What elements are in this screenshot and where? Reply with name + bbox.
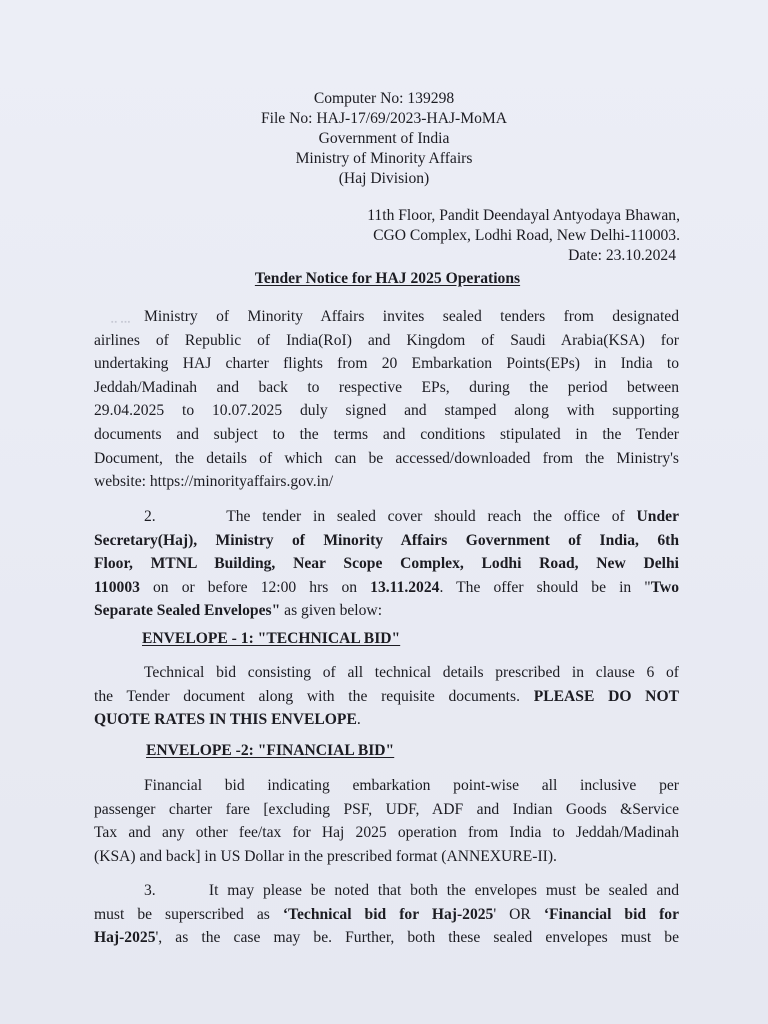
ministry-name: Ministry of Minority Affairs	[295, 150, 473, 167]
paragraph-2-bold: Separate Sealed Envelopes"	[94, 602, 281, 620]
paragraph-3-line-2	[94, 903, 679, 927]
paragraph-2-text: 2. The tender in sealed cover should reach the office of	[144, 508, 637, 525]
paragraph-2-bold: Secretary(Haj), Ministry of Minority Affairs Government of India, 6th	[94, 531, 679, 549]
paragraph-1-line: website: https://minorityaffairs.gov.in/	[94, 473, 334, 491]
envelope-1-line-3	[94, 708, 679, 732]
paragraph-1-line: airlines of Republic of India(RoI) and Kingdom of Saudi Arabia(KSA) for	[94, 331, 679, 349]
envelope-1-line-1: Technical bid consisting of all technical details prescribed in clause 6 of	[144, 664, 679, 681]
envelope-2-line: (KSA) and back] in US Dollar in the prescribed format (ANNEXURE-II).	[94, 847, 557, 865]
paragraph-3-text: ', as the case may be. Further, both these sealed envelopes must be	[155, 929, 679, 947]
paragraph-2-line-1	[144, 505, 679, 529]
notice-date: Date: 23.10.2024	[568, 247, 676, 264]
envelope-1-bold: QUOTE RATES IN THIS ENVELOPE	[94, 711, 357, 729]
paragraph-1-line: documents and subject to the terms and conditions stipulated in the Tender	[94, 426, 679, 443]
paragraph-2-line-4	[94, 576, 679, 600]
paragraph-3-text: must be superscribed as	[94, 905, 283, 923]
government-name: Government of India	[318, 130, 450, 147]
paragraph-2-bold: Under	[636, 508, 679, 525]
paragraph-3-line-3	[94, 926, 679, 950]
paragraph-1-line: Jeddah/Madinah and back to respective EPs, during the period between	[94, 378, 679, 396]
envelope-1-text: the Tender document along with the requisite documents.	[94, 687, 534, 705]
envelope-1-line-2	[94, 685, 679, 709]
paragraph-1-line: Ministry of Minority Affairs invites sealed tenders from designated	[144, 308, 679, 325]
paragraph-2-line-2	[94, 529, 679, 553]
envelope-2-line: Financial bid indicating embarkation point-wise all inclusive per	[144, 777, 679, 794]
paragraph-2-line-3	[94, 552, 679, 576]
notice-title: Tender Notice for HAJ 2025 Operations	[254, 270, 521, 287]
paragraph-3-bold: ‘Financial bid for	[543, 905, 679, 923]
paragraph-2-text: . The offer should be in "	[439, 578, 651, 596]
paragraph-3-text: ' OR	[493, 905, 544, 923]
paragraph-2-text: as given below:	[280, 602, 383, 620]
paragraph-3-line-1: 3. It may please be noted that both the envelopes must be sealed and	[144, 882, 679, 899]
envelope-1-heading: ENVELOPE - 1: "TECHNICAL BID"	[142, 630, 401, 647]
address-line-2: CGO Complex, Lodhi Road, New Delhi-110003.	[373, 227, 680, 244]
envelope-1-bold: PLEASE DO NOT	[533, 687, 679, 705]
paragraph-2-bold: Two	[650, 578, 679, 596]
address-line-1: 11th Floor, Pandit Deendayal Antyodaya Bhawan,	[367, 207, 680, 224]
paragraph-1-line: undertaking HAJ charter flights from 20 Embarkation Points(EPs) in India to	[94, 355, 679, 373]
computer-number: Computer No: 139298	[313, 90, 455, 107]
paragraph-1-line: Document, the details of which can be accessed/downloaded from the Ministry's	[94, 449, 679, 467]
paragraph-2-text: on or before 12:00 hrs on	[139, 578, 371, 596]
faint-stamp-mark: ▪▪ ▪▪▪	[111, 318, 132, 326]
paragraph-2-bold: Floor, MTNL Building, Near Scope Complex, Lodhi Road, New Delhi	[94, 555, 679, 573]
paragraph-3-bold: Haj-2025	[94, 929, 156, 947]
envelope-2-heading: ENVELOPE -2: "FINANCIAL BID"	[146, 742, 395, 759]
envelope-2-line: passenger charter fare [excluding PSF, UDF, ADF and Indian Goods &Service	[94, 800, 679, 818]
paragraph-3-bold: ‘Technical bid for Haj-2025	[282, 905, 494, 923]
paragraph-1-line: 29.04.2025 to 10.07.2025 duly signed and stamped along with supporting	[94, 402, 679, 420]
paragraph-2-bold: 110003	[94, 578, 140, 596]
envelope-2-line: Tax and any other fee/tax for Haj 2025 operation from India to Jeddah/Madinah	[94, 824, 679, 842]
envelope-1-text: .	[356, 711, 361, 729]
file-number: File No: HAJ-17/69/2023-HAJ-MoMA	[260, 110, 508, 127]
paragraph-2-bold: 13.11.2024	[370, 578, 440, 596]
paragraph-2-line-5	[94, 599, 679, 623]
division-name: (Haj Division)	[338, 170, 430, 187]
